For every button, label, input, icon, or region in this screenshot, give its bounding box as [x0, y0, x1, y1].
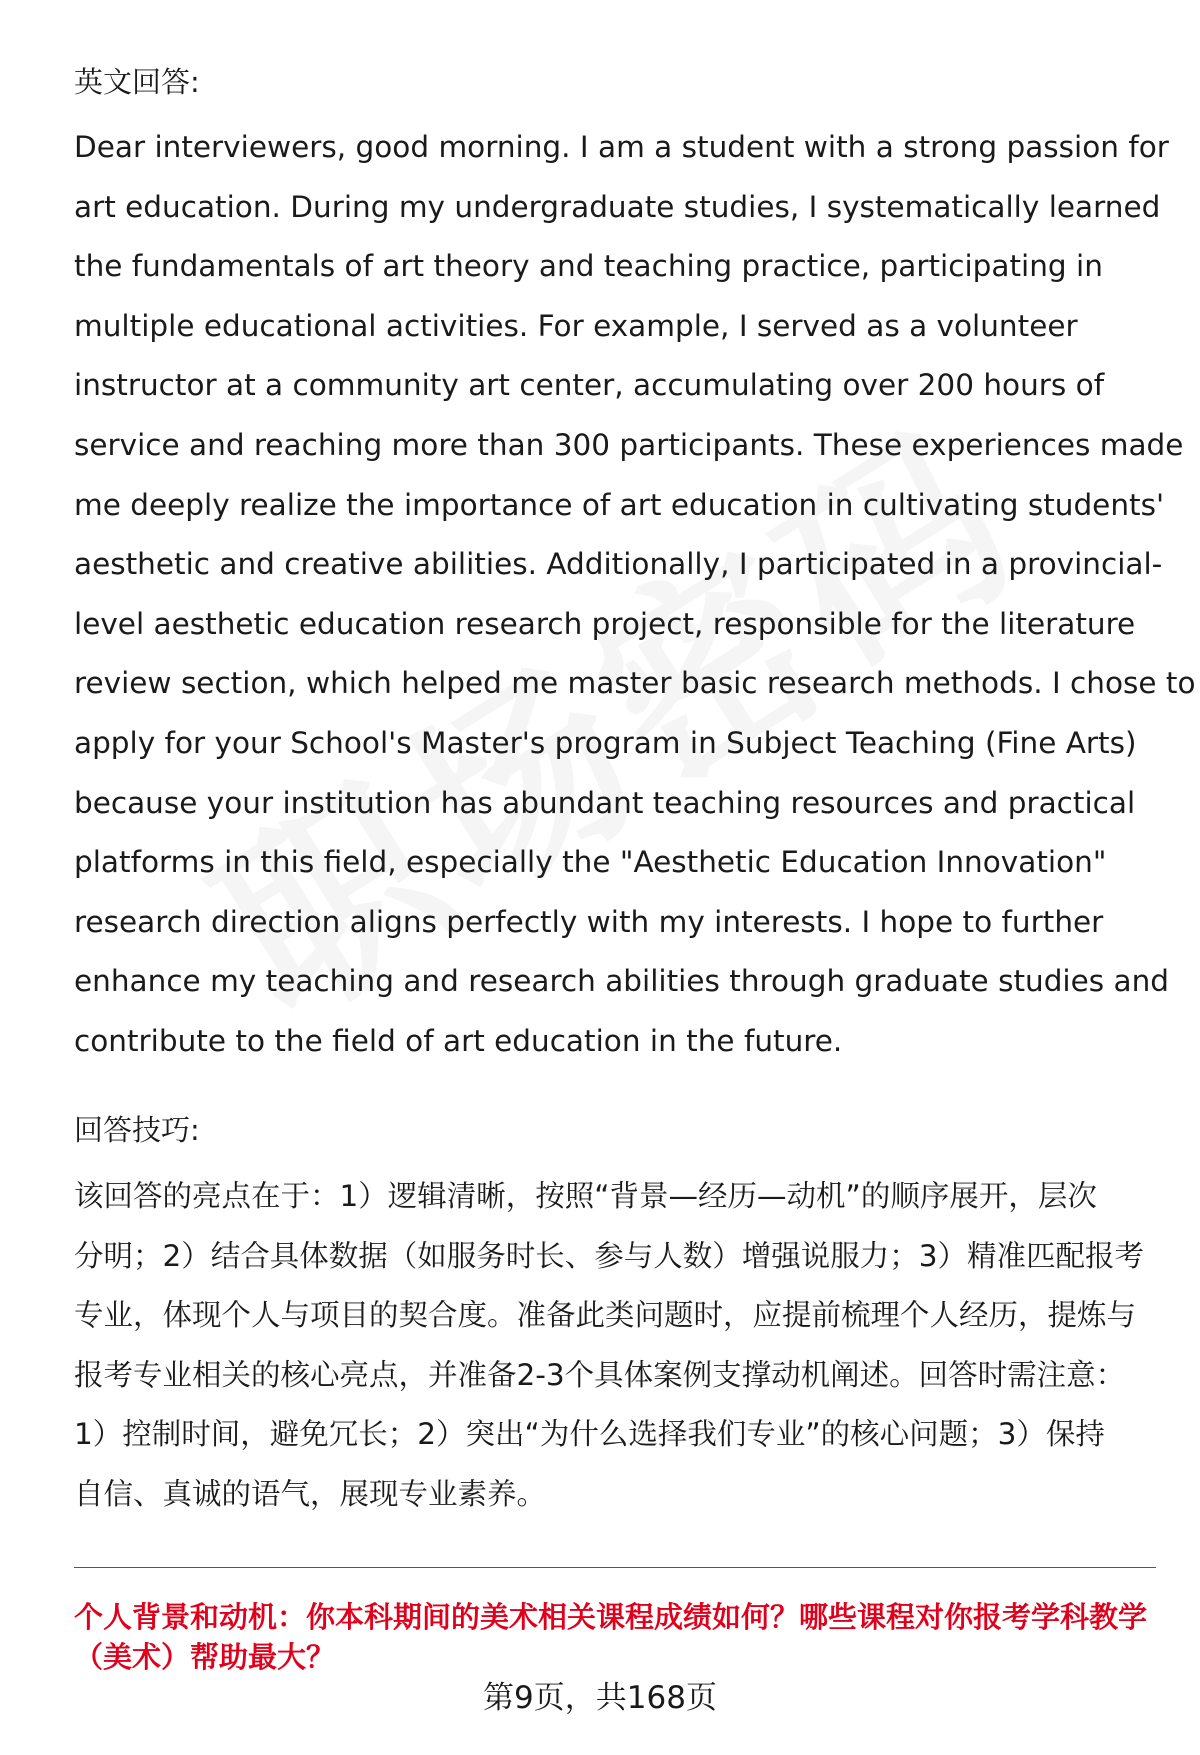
english-answer-line: contribute to the field of art education in the future. [74, 1023, 843, 1058]
tips-line: 自信、真诚的语气，展现专业素养。 [74, 1476, 547, 1511]
english-answer-line: platforms in this field, especially the "Aesthetic Education Innovation" [74, 845, 1107, 880]
next-question-heading: 个人背景和动机：你本科期间的美术相关课程成绩如何？哪些课程对你报考学科教学（美术）帮助最大？ [74, 1600, 1148, 1674]
english-answer-body [74, 118, 1196, 1072]
section-divider [74, 1567, 1156, 1568]
tips-line: 专业，体现个人与项目的契合度。准备此类问题时，应提前梳理个人经历，提炼与 [74, 1298, 1137, 1333]
english-answer-line: enhance my teaching and research abilities through graduate studies and [74, 964, 1170, 999]
english-answer-line: because your institution has abundant teaching resources and practical [74, 785, 1136, 820]
english-answer-line: review section, which helped me master basic research methods. I chose to [74, 666, 1196, 701]
english-answer-line: Dear interviewers, good morning. I am a student with a strong passion for [74, 130, 1169, 164]
tips-body [74, 1167, 1154, 1525]
english-answer-heading: 英文回答: [74, 65, 200, 99]
english-answer-line: art education. During my undergraduate studies, I systematically learned [74, 189, 1161, 224]
tips-line: 该回答的亮点在于：1）逻辑清晰，按照“背景—经历—动机”的顺序展开，层次 [74, 1179, 1097, 1213]
english-answer-line: multiple educational activities. For example, I served as a volunteer [74, 308, 1078, 343]
english-answer-line: me deeply realize the importance of art education in cultivating students' [74, 487, 1165, 522]
tips-line: 分明；2）结合具体数据（如服务时长、参与人数）增强说服力；3）精准匹配报考 [74, 1238, 1145, 1273]
english-answer-line: instructor at a community art center, accumulating over 200 hours of [74, 368, 1105, 403]
english-answer-line: research direction aligns perfectly with my interests. I hope to further [74, 904, 1104, 939]
english-answer-line: level aesthetic education research project, responsible for the literature [74, 606, 1136, 641]
english-answer-line: apply for your School's Master's program in Subject Teaching (Fine Arts) [74, 725, 1137, 760]
tips-line: 1）控制时间，避免冗长；2）突出“为什么选择我们专业”的核心问题；3）保持 [74, 1417, 1105, 1452]
tips-line: 报考专业相关的核心亮点，并准备2-3个具体案例支撑动机阐述。回答时需注意： [74, 1357, 1126, 1392]
english-answer-line: service and reaching more than 300 participants. These experiences made [74, 427, 1184, 462]
english-answer-line: the fundamentals of art theory and teaching practice, participating in [74, 249, 1103, 284]
tips-heading: 回答技巧: [74, 1113, 200, 1147]
english-answer-line: aesthetic and creative abilities. Additionally, I participated in a provincial- [74, 547, 1163, 582]
page-indicator: 第9页，共168页 [483, 1680, 717, 1716]
